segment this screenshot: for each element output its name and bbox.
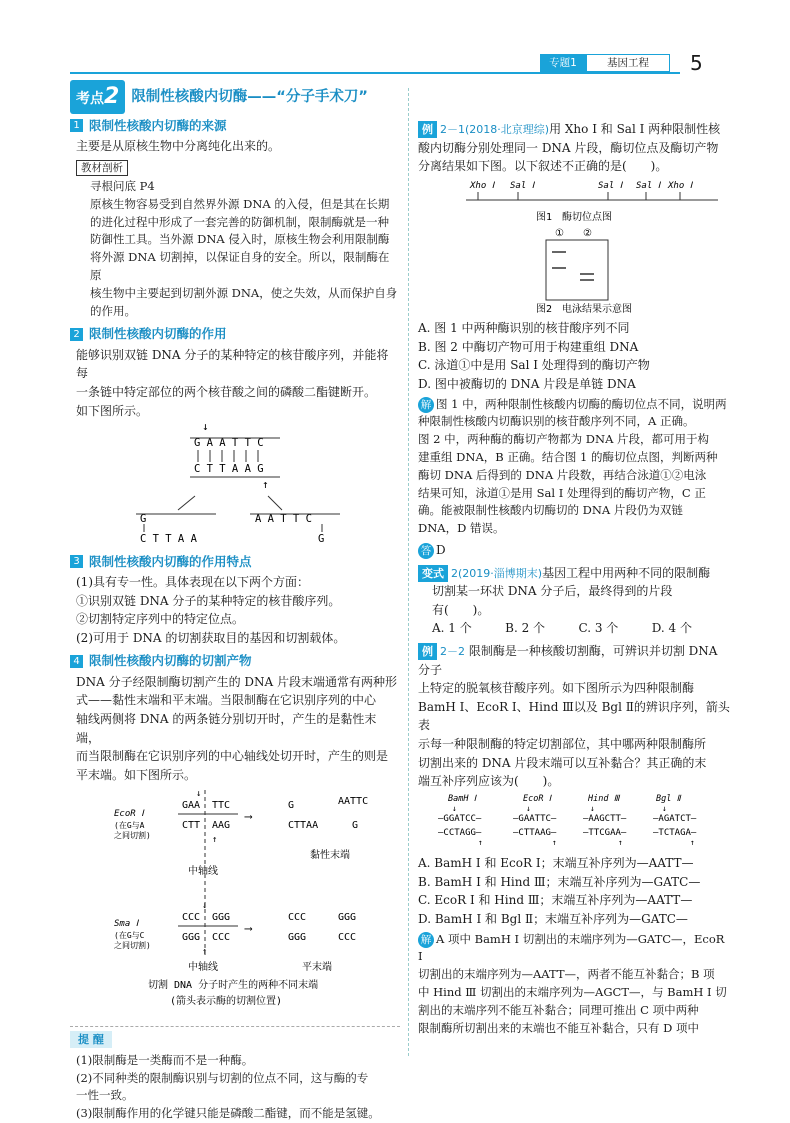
svg-text:TTC: TTC — [212, 800, 231, 812]
svg-text:(箭头表示酶的切割位置): (箭头表示酶的切割位置) — [170, 996, 283, 1008]
svg-text:Xho Ⅰ: Xho Ⅰ — [668, 180, 693, 191]
svg-text:之间切割): 之间切割) — [114, 831, 151, 841]
svg-text:↑: ↑ — [262, 478, 269, 492]
tip-tag: 提 醒 — [70, 1031, 112, 1048]
example-2-2-options: A. BamH Ⅰ 和 EcoR Ⅰ；末端互补序列为—AATT— B. BamH Ⅰ 和 Hind Ⅲ；末端互补序列为—GATC— C. EcoR Ⅰ 和 Hind Ⅲ；末端互补序列为—AATT— D. BamH Ⅰ 和 Bgl Ⅱ；末端互补序列为—GATC— — [418, 856, 701, 926]
tip-box: 提 醒 (1)限制酶是一类酶而不是一种酶。 (2)不同种类的限制酶识别与切割的位点不同，这与酶的专 一性一致。 (3)限制酶作用的化学键只能是磷酸二酯键，而不能是氢键。 — [70, 1026, 400, 1123]
svg-text:CTT: CTT — [182, 820, 201, 832]
section-4-text: DNA 分子经限制酶切割产生的 DNA 片段末端通常有两种形 式——黏性末端和平末端。当限制酶在它识别序列的中心 轴线两侧将 DNA 的两条链分别切开时，产生的是黏性末端， 而当限制酶在它识别序列的中心轴线处切开时，产生的则是 平末端。如下图所示。 — [76, 674, 398, 782]
svg-text:Sal Ⅰ: Sal Ⅰ — [636, 180, 661, 191]
left-column — [70, 82, 400, 1123]
kaodian-badge: 考点2 — [70, 80, 125, 114]
svg-text:—TCTAGA—: —TCTAGA— — [653, 827, 697, 838]
svg-text:⟶: ⟶ — [245, 922, 252, 936]
svg-text:中轴线: 中轴线 — [188, 866, 218, 878]
example-2-2-explanation: 解 A 项中 BamH Ⅰ 切割出的末端序列为—GATC—，EcoR Ⅰ 切割出的末端序列为—AATT—，两者不能互补黏合；B 项 中 Hind Ⅲ 切割出的末端序列为—AGCT—，与 BamH Ⅰ 切 割出的末端序列不能互补黏合；同理可推出 C 项中两种 限制酶所切割出来的末端也不能互补黏合，只有 D 项中 — [418, 931, 727, 1035]
seq-bottom: C T T A A G — [194, 463, 264, 476]
svg-text:(在G与A: (在G与A — [114, 821, 145, 831]
svg-text:Bgl Ⅱ: Bgl Ⅱ — [656, 793, 681, 804]
right-column — [418, 82, 730, 1037]
section-1-text: 主要是从原核生物中分离纯化出来的。 — [76, 139, 281, 154]
example-2-1-explanation: 解 图 1 中，两种限制性核酸内切酶的酶切位点不同，说明两 种限制性核酸内切酶识别的核苷酸序列不同，A 正确。 图 2 中，两种酶的酶切产物都为 DNA 片段，都可用于构 建重组 DNA，B 正确。结合图 1 的酶切位点图，判断两种 酶切 DNA 后得到的 DNA 片段数，再结合泳道①②电泳 结果可知，泳道①是用 Sal Ⅰ 处理得到的酶切产物，C 正 确。能被限制性核酸内切酶切的 DNA 片段仍为双链 DNA，D 错误。 — [418, 396, 727, 536]
svg-text:↓: ↓ — [662, 803, 667, 813]
svg-text:CCC: CCC — [288, 912, 307, 924]
svg-text:中轴线: 中轴线 — [188, 962, 218, 974]
svg-text:Sal Ⅰ: Sal Ⅰ — [598, 180, 623, 191]
left-top: G — [140, 513, 147, 526]
section-3-text: (1)具有专一性。具体表现在以下两个方面： ①识别双链 DNA 分子的某种特定的核苷酸序列。 ②切割特定序列中的特定位点。 (2)可用于 DNA 的切割获取目的基因和切割载体。 — [76, 574, 346, 645]
svg-text:↑: ↑ — [212, 835, 218, 846]
enzyme-map — [418, 176, 730, 314]
topic-title: 基因工程 — [586, 54, 670, 72]
svg-text:①: ① — [555, 227, 564, 239]
example-2-1: 例 2－1(2018·北京理综)用 Xho Ⅰ 和 Sal Ⅰ 两种限制性核 酸内切酶分别处理同一 DNA 片段，酶切位点及酶切产物 分离结果如下图。以下叙述不正确的是( )。 — [418, 122, 721, 174]
svg-text:之间切割): 之间切割) — [114, 941, 151, 951]
textbook-tag: 教材剖析 — [76, 160, 128, 176]
right-top: A A T T C — [255, 513, 312, 526]
svg-text:EcoR Ⅰ: EcoR Ⅰ — [114, 809, 144, 820]
kaodian-title: 限制性核酸内切酶——“分子手术刀” — [131, 88, 368, 105]
svg-text:↓: ↓ — [526, 803, 531, 813]
svg-text:Sal Ⅰ: Sal Ⅰ — [510, 180, 535, 191]
svg-text:Xho Ⅰ: Xho Ⅰ — [470, 180, 495, 191]
ends-diagram — [70, 786, 400, 1016]
example-2-2: 例 2－2 限制酶是一种核酸切割酶，可辨识并切割 DNA 分子 上特定的脱氧核苷酸序列。如下图所示为四种限制酶 BamH Ⅰ、EcoR Ⅰ、Hind Ⅲ以及 Bgl Ⅱ的辨识序列，箭头表 示每一种限制酶的特定切割部位，其中哪两种限制酶所 切割出来的 DNA 片段末端可以互补黏合？其正确的末 端互补序列应该为( )。 — [418, 644, 730, 789]
example-2-1-answer: 答 D — [418, 541, 730, 560]
svg-text:—CTTAAG—: —CTTAAG— — [513, 827, 557, 838]
svg-text:—AGATCT—: —AGATCT— — [653, 813, 697, 824]
left-bottom: C T T A A — [140, 533, 197, 543]
svg-text:CTTAA: CTTAA — [288, 820, 319, 832]
svg-text:图1 酶切位点图: 图1 酶切位点图 — [536, 211, 613, 223]
kaodian-heading — [70, 82, 400, 112]
svg-text:—AAGCTT—: —AAGCTT— — [583, 813, 627, 824]
svg-text:GGG: GGG — [288, 932, 307, 944]
variant-options: A. 1 个 B. 2 个 C. 3 个 D. 4 个 — [432, 621, 692, 636]
svg-text:Sma Ⅰ: Sma Ⅰ — [114, 919, 139, 930]
textbook-analysis: 寻根问底 P4 原核生物容易受到自然界外源 DNA 的入侵，但是其在长期 的进化过程中形成了一套完善的防御机制，限制酶就是一种 防御性工具。当外源 DNA 侵入时，原核生物会利用限制酶 将外源 DNA 切割掉，以保证自身的安全。所以，限制酶在原 核生物中主要起到切割外源 DNA，使之失效，从而保护自身 的作用。 — [90, 178, 398, 318]
svg-text:②: ② — [583, 227, 592, 239]
section-3-heading: 3 限制性核酸内切酶的作用特点 — [70, 552, 400, 571]
cut-diagram — [70, 420, 400, 542]
jie-icon: 解 — [418, 397, 434, 413]
seq-top: G A A T T C — [194, 437, 264, 450]
svg-text:↓: ↓ — [196, 789, 202, 800]
svg-text:EcoR Ⅰ: EcoR Ⅰ — [523, 793, 552, 804]
svg-text:CCC: CCC — [182, 912, 201, 924]
svg-text:(在G与C: (在G与C — [114, 931, 145, 941]
svg-text:—GGATCC—: —GGATCC— — [438, 813, 482, 824]
svg-text:—TTCGAA—: —TTCGAA— — [583, 827, 627, 838]
svg-text:↑: ↑ — [478, 837, 483, 847]
svg-text:↓: ↓ — [452, 803, 457, 813]
svg-text:AAG: AAG — [212, 820, 231, 832]
answer-icon: 答 — [418, 543, 434, 559]
section-2-heading: 2 限制性核酸内切酶的作用 — [70, 324, 400, 343]
svg-text:↑: ↑ — [690, 837, 695, 847]
page-number: 5 — [690, 51, 703, 75]
column-divider — [408, 88, 409, 1056]
svg-text:图2 电泳结果示意图: 图2 电泳结果示意图 — [536, 303, 633, 314]
svg-text:CCC: CCC — [212, 932, 231, 944]
svg-text:切割 DNA 分子时产生的两种不同末端: 切割 DNA 分子时产生的两种不同末端 — [148, 980, 319, 992]
svg-text:↓: ↓ — [202, 901, 208, 912]
svg-text:↑: ↑ — [552, 837, 557, 847]
page-header — [0, 52, 790, 76]
header-rule — [70, 72, 680, 74]
svg-text:⟶: ⟶ — [245, 810, 252, 824]
svg-text:CCC: CCC — [338, 932, 357, 944]
svg-text:GAA: GAA — [182, 800, 201, 812]
svg-text:↑: ↑ — [202, 947, 208, 958]
section-4-heading: 4 限制性核酸内切酶的切割产物 — [70, 651, 400, 670]
section-2-text: 能够识别双链 DNA 分子的某种特定的核苷酸序列，并能将每 一条链中特定部位的两个核苷酸之间的磷酸二酯键断开。 如下图所示。 — [76, 347, 389, 418]
svg-text:GGG: GGG — [182, 932, 201, 944]
svg-text:AATTC: AATTC — [338, 796, 369, 808]
svg-text:G: G — [288, 800, 295, 812]
section-1-heading: 1 限制性核酸内切酶的来源 — [70, 116, 400, 135]
svg-text:G: G — [352, 820, 359, 832]
variant-2: 变式 2(2019·淄博期末)基因工程中用两种不同的限制酶 切割某一环状 DNA 分子后，最终得到的片段 有( )。 — [418, 564, 730, 620]
svg-text:Hind Ⅲ: Hind Ⅲ — [588, 793, 620, 804]
svg-text:↓: ↓ — [202, 420, 209, 434]
svg-text:平末端: 平末端 — [302, 962, 332, 974]
svg-text:黏性末端: 黏性末端 — [310, 850, 350, 862]
svg-text:↓: ↓ — [590, 803, 595, 813]
svg-text:—CCTAGG—: —CCTAGG— — [438, 827, 482, 838]
jie-icon-2: 解 — [418, 932, 434, 948]
svg-text:↑: ↑ — [618, 837, 623, 847]
enzyme-sequences — [418, 791, 730, 849]
svg-text:GGG: GGG — [212, 912, 231, 924]
svg-text:BamH Ⅰ: BamH Ⅰ — [448, 793, 477, 804]
topic-label: 专题1 — [540, 54, 586, 72]
svg-text:GGG: GGG — [338, 912, 357, 924]
svg-text:—GAATTC—: —GAATTC— — [513, 813, 557, 824]
right-bottom: G — [318, 533, 325, 543]
example-2-1-options: A. 图 1 中两种酶识别的核苷酸序列不同 B. 图 2 中酶切产物可用于构建重组 DNA C. 泳道①中是用 Sal Ⅰ 处理得到的酶切产物 D. 图中被酶切的 DNA 片段是单链 DNA — [418, 321, 650, 391]
